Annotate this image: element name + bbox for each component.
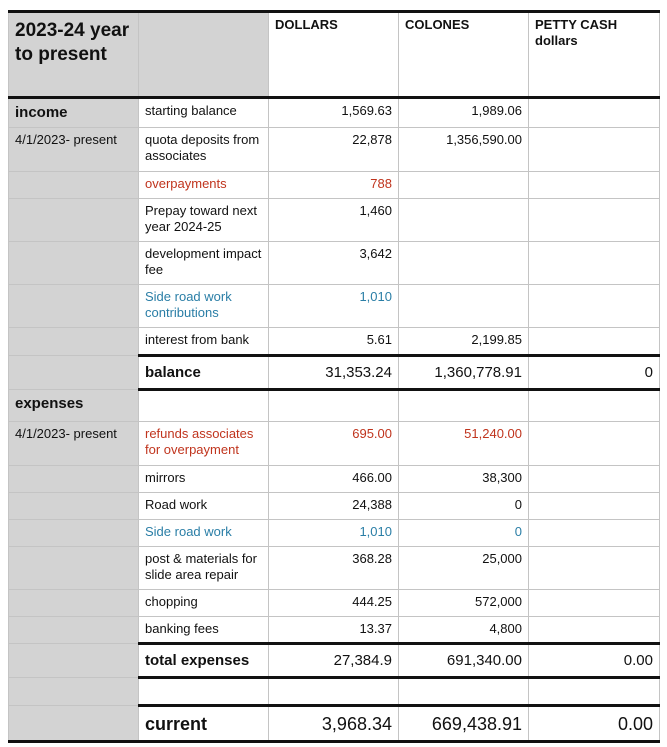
date-label-expenses: 4/1/2023- present [9, 422, 139, 466]
cell-dollars: 444.25 [269, 590, 399, 617]
balance-row [9, 356, 660, 390]
cell-petty [529, 328, 660, 356]
row-label: overpayments [139, 172, 269, 199]
row-gutter [9, 356, 139, 390]
header-blank [139, 12, 269, 98]
row-gutter [9, 466, 139, 493]
cell-dollars: 695.00 [269, 422, 399, 466]
row-blank [399, 678, 529, 706]
cell-petty [529, 466, 660, 493]
row-label: quota deposits from associates [139, 128, 269, 172]
header-colones: COLONES [399, 12, 529, 98]
cell-colones: 25,000 [399, 547, 529, 590]
section-label-expenses: expenses [9, 390, 139, 422]
row-label: Prepay toward next year 2024-25 [139, 199, 269, 242]
header-petty-cash-sub: dollars [535, 33, 578, 48]
section-label-income: income [9, 98, 139, 128]
balance-petty: 0 [529, 356, 660, 390]
row-gutter [9, 547, 139, 590]
date-label-income: 4/1/2023- present [9, 128, 139, 172]
current-dollars: 3,968.34 [269, 706, 399, 742]
header-petty-cash [529, 12, 660, 98]
cell-petty [529, 422, 660, 466]
row-gutter [9, 644, 139, 678]
ledger-table [8, 10, 660, 743]
row-gutter [9, 617, 139, 644]
row-blank [529, 678, 660, 706]
cell-colones [399, 242, 529, 285]
row-gutter [9, 285, 139, 328]
row-label: starting balance [139, 98, 269, 128]
total-expenses-label: total expenses [139, 644, 269, 678]
page-title: 2023-24 year to present [9, 12, 139, 98]
row-label: refunds associates for overpayment [139, 422, 269, 466]
table-row [9, 285, 660, 328]
cell-dollars: 1,460 [269, 199, 399, 242]
cell-dollars: 3,642 [269, 242, 399, 285]
row-label: development impact fee [139, 242, 269, 285]
row-gutter [9, 328, 139, 356]
cell-colones: 38,300 [399, 466, 529, 493]
cell-petty [529, 199, 660, 242]
cell-colones [399, 285, 529, 328]
row-label: mirrors [139, 466, 269, 493]
current-label: current [139, 706, 269, 742]
row-gutter [9, 590, 139, 617]
balance-dollars: 31,353.24 [269, 356, 399, 390]
table-row [9, 493, 660, 520]
cell-dollars: 1,010 [269, 520, 399, 547]
balance-colones: 1,360,778.91 [399, 356, 529, 390]
row-blank [269, 678, 399, 706]
table-row [9, 242, 660, 285]
cell-colones: 0 [399, 520, 529, 547]
current-colones: 669,438.91 [399, 706, 529, 742]
row-gutter [9, 242, 139, 285]
row-label: Road work [139, 493, 269, 520]
cell-petty [529, 590, 660, 617]
balance-label: balance [139, 356, 269, 390]
table-row [9, 678, 660, 706]
header-petty-cash-title: PETTY CASH [535, 17, 618, 32]
cell-petty [529, 172, 660, 199]
table-row [9, 590, 660, 617]
cell-colones [399, 199, 529, 242]
table-row [9, 390, 660, 422]
cell-dollars: 368.28 [269, 547, 399, 590]
table-row [9, 466, 660, 493]
row-blank [269, 390, 399, 422]
table-row [9, 128, 660, 172]
row-blank [139, 390, 269, 422]
table-row [9, 617, 660, 644]
cell-dollars: 788 [269, 172, 399, 199]
total-expenses-row [9, 644, 660, 678]
cell-colones: 0 [399, 493, 529, 520]
row-gutter [9, 199, 139, 242]
row-blank [399, 390, 529, 422]
row-gutter [9, 678, 139, 706]
cell-colones: 1,356,590.00 [399, 128, 529, 172]
row-gutter [9, 493, 139, 520]
cell-petty [529, 128, 660, 172]
table-row [9, 328, 660, 356]
cell-colones: 572,000 [399, 590, 529, 617]
cell-dollars: 466.00 [269, 466, 399, 493]
row-gutter [9, 172, 139, 199]
cell-dollars: 13.37 [269, 617, 399, 644]
table-row [9, 199, 660, 242]
cell-petty [529, 547, 660, 590]
row-label: chopping [139, 590, 269, 617]
row-gutter [9, 520, 139, 547]
row-label: post & materials for slide area repair [139, 547, 269, 590]
total-expenses-dollars: 27,384.9 [269, 644, 399, 678]
cell-colones: 1,989.06 [399, 98, 529, 128]
cell-colones: 2,199.85 [399, 328, 529, 356]
cell-dollars: 24,388 [269, 493, 399, 520]
cell-petty [529, 242, 660, 285]
table-row [9, 172, 660, 199]
row-label: interest from bank [139, 328, 269, 356]
cell-petty [529, 98, 660, 128]
cell-dollars: 1,010 [269, 285, 399, 328]
total-expenses-colones: 691,340.00 [399, 644, 529, 678]
header-row [9, 12, 660, 98]
row-label: banking fees [139, 617, 269, 644]
cell-petty [529, 617, 660, 644]
row-blank [139, 678, 269, 706]
row-blank [529, 390, 660, 422]
cell-petty [529, 493, 660, 520]
current-row [9, 706, 660, 742]
cell-dollars: 1,569.63 [269, 98, 399, 128]
cell-petty [529, 520, 660, 547]
table-row [9, 547, 660, 590]
row-label: Side road work [139, 520, 269, 547]
row-label: Side road work contributions [139, 285, 269, 328]
cell-colones: 4,800 [399, 617, 529, 644]
table-row [9, 422, 660, 466]
cell-petty [529, 285, 660, 328]
total-expenses-petty: 0.00 [529, 644, 660, 678]
row-gutter [9, 706, 139, 742]
header-dollars: DOLLARS [269, 12, 399, 98]
table-row [9, 98, 660, 128]
cell-colones [399, 172, 529, 199]
current-petty: 0.00 [529, 706, 660, 742]
cell-dollars: 5.61 [269, 328, 399, 356]
table-row [9, 520, 660, 547]
cell-dollars: 22,878 [269, 128, 399, 172]
cell-colones: 51,240.00 [399, 422, 529, 466]
